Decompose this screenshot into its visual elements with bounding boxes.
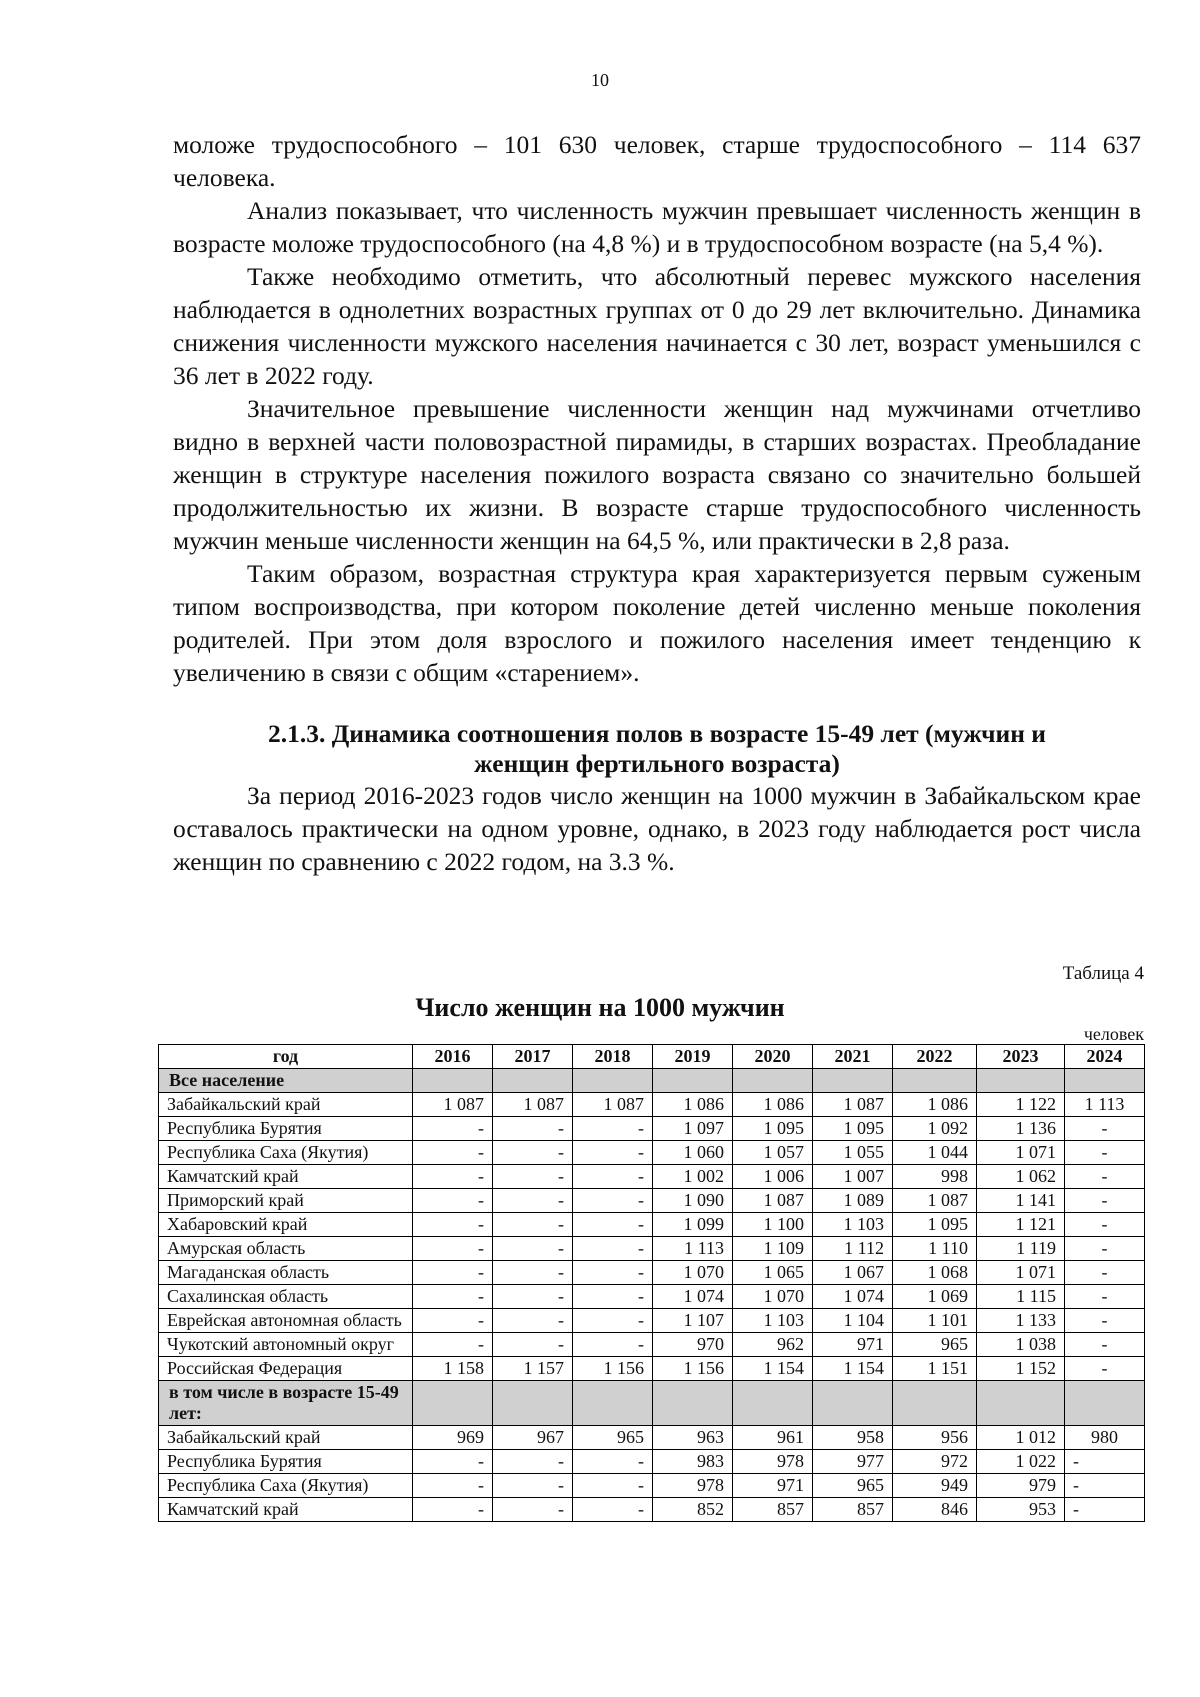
table-cell [813,1069,893,1093]
region-name: Республика Саха (Якутия) [159,1141,413,1165]
table-cell: - [1065,1474,1145,1498]
table-cell: 1 110 [893,1237,977,1261]
section-paragraph: За период 2016-2023 годов число женщин на 1000 мужчин в Забайкальском крае оставалось практически на одном уровне, однако, в 2023 году наблюдается рост числа женщин по сравнению с 2022 годом, на 3.3 %. [173,781,1141,876]
table-cell: 953 [977,1498,1065,1522]
table-cell: 965 [573,1426,653,1450]
table-cell: - [1065,1261,1145,1285]
table-cell: 1 065 [733,1261,813,1285]
table-cell: - [1065,1450,1145,1474]
table-cell: 1 133 [977,1309,1065,1333]
column-header: 2023 [977,1045,1065,1069]
body-text [173,128,1141,878]
table-cell [893,1381,977,1426]
paragraph: моложе трудоспособного – 101 630 человек, старше трудоспособного – 114 637 человека. [173,130,1141,192]
table-cell: 998 [893,1165,977,1189]
table-cell: 1 055 [813,1141,893,1165]
table-cell: - [413,1117,493,1141]
table-cell [893,1069,977,1093]
paragraph: Значительное превышение численности женщин над мужчинами отчетливо видно в верхней части половозрастной пирамиды, в старших возрастах. Преобладание женщин в структуре населения пожилого возраста связано со значительно большей продолжительностью их жизни. В возрасте старше трудоспособного численность мужчин меньше численности женщин на 64,5 %, или практически в 2,8 раза. [173,394,1141,555]
table-cell: 963 [653,1426,733,1450]
table-cell: 1 136 [977,1117,1065,1141]
table-cell: 1 002 [653,1165,733,1189]
table-cell: - [493,1189,573,1213]
table-cell: 1 062 [977,1165,1065,1189]
table-cell: 1 095 [733,1117,813,1141]
table-cell: - [573,1141,653,1165]
table-cell: 1 100 [733,1213,813,1237]
table-cell: - [493,1117,573,1141]
table-cell [653,1381,733,1426]
table-cell: - [573,1498,653,1522]
region-name: Амурская область [159,1237,413,1261]
table-cell: - [573,1261,653,1285]
table-cell: - [413,1498,493,1522]
table-cell: - [493,1285,573,1309]
table-cell [573,1381,653,1426]
table-cell: - [493,1165,573,1189]
table-cell: 961 [733,1426,813,1450]
table-cell [1065,1069,1145,1093]
table-cell: - [493,1213,573,1237]
table-cell: 1 152 [977,1357,1065,1381]
table-cell: - [493,1474,573,1498]
section-title [173,719,1141,779]
table-cell: - [493,1237,573,1261]
table-cell [1065,1381,1145,1426]
table-cell: 1 099 [653,1213,733,1237]
table-cell: 1 090 [653,1189,733,1213]
region-name: Приморский край [159,1189,413,1213]
table-cell: 1 022 [977,1450,1065,1474]
table-cell: 1 158 [413,1357,493,1381]
page-number: 10 [591,70,609,90]
table-cell: 1 115 [977,1285,1065,1309]
table-cell: 971 [813,1333,893,1357]
table-cell: - [413,1213,493,1237]
table-cell: 1 006 [733,1165,813,1189]
column-header: 2020 [733,1045,813,1069]
table-cell [493,1069,573,1093]
section-title-line: женщин фертильного возраста) [474,749,840,778]
table-cell: 1 095 [893,1213,977,1237]
table-cell: - [573,1450,653,1474]
table-cell: 1 107 [653,1309,733,1333]
table-cell: - [573,1117,653,1141]
table-cell: - [413,1189,493,1213]
table-cell: - [573,1333,653,1357]
table-section-row [159,1381,1145,1426]
table-cell: 1 086 [653,1093,733,1117]
table-cell [493,1381,573,1426]
table-cell: 1 074 [813,1285,893,1309]
table-cell: - [413,1474,493,1498]
table-cell: 1 092 [893,1117,977,1141]
table-cell [977,1381,1065,1426]
table-row [159,1165,1145,1189]
table-cell: - [573,1213,653,1237]
column-header: 2016 [413,1045,493,1069]
table-cell: 857 [733,1498,813,1522]
table-cell: 1 104 [813,1309,893,1333]
table-cell: - [493,1261,573,1285]
region-name: Республика Бурятия [159,1117,413,1141]
table-cell: 1 069 [893,1285,977,1309]
table-cell: - [1065,1213,1145,1237]
table-cell: 1 154 [733,1357,813,1381]
table-cell: - [573,1309,653,1333]
table-cell: - [1065,1165,1145,1189]
column-header: 2017 [493,1045,573,1069]
table-cell: 978 [733,1450,813,1474]
table-cell: 1 103 [733,1309,813,1333]
table-cell: 1 121 [977,1213,1065,1237]
section-label: Все население [159,1069,413,1093]
table-cell: 1 141 [977,1189,1065,1213]
table-row [159,1357,1145,1381]
paragraph: Таким образом, возрастная структура края характеризуется первым суженым типом воспроизводства, при котором поколение детей численно меньше поколения родителей. При этом доля взрослого и пожилого населения имеет тенденцию к увеличению в связи с общим «старением». [173,559,1141,687]
table-cell: 980 [1065,1426,1145,1450]
region-name: Камчатский край [159,1498,413,1522]
table-row [159,1093,1145,1117]
table-cell: 1 070 [653,1261,733,1285]
table-cell: 972 [893,1450,977,1474]
table-cell: 949 [893,1474,977,1498]
table-cell [653,1069,733,1093]
region-name: Магаданская область [159,1261,413,1285]
table-cell: 1 156 [653,1357,733,1381]
table-cell: - [493,1309,573,1333]
table-cell: 1 057 [733,1141,813,1165]
table-cell: 1 113 [1065,1093,1145,1117]
table-label: Таблица 4 [1062,963,1144,984]
table-cell [413,1069,493,1093]
column-header: 2022 [893,1045,977,1069]
table-cell: 1 156 [573,1357,653,1381]
table-cell: - [573,1189,653,1213]
table-cell: 1 086 [733,1093,813,1117]
table-cell: - [1065,1357,1145,1381]
table-cell: 1 101 [893,1309,977,1333]
table-row [159,1333,1145,1357]
women-per-1000-men-table [158,1044,1145,1522]
region-name: Чукотский автономный округ [159,1333,413,1357]
table-cell: - [1065,1309,1145,1333]
table-cell: 970 [653,1333,733,1357]
table-cell [573,1069,653,1093]
table-cell: 1 087 [893,1189,977,1213]
table-cell: - [573,1237,653,1261]
table-cell: - [573,1165,653,1189]
table-cell: 846 [893,1498,977,1522]
section-label: в том числе в возрасте 15-49 лет: [159,1381,413,1426]
table-cell: - [413,1309,493,1333]
table-cell: - [1065,1285,1145,1309]
table-cell: 1 103 [813,1213,893,1237]
table-cell: 1 071 [977,1261,1065,1285]
table-cell: 1 119 [977,1237,1065,1261]
table-cell: 1 087 [413,1093,493,1117]
table-row [159,1474,1145,1498]
region-name: Российская Федерация [159,1357,413,1381]
table-cell: - [1065,1141,1145,1165]
table-cell: 1 007 [813,1165,893,1189]
table-cell [733,1069,813,1093]
table-cell: 1 038 [977,1333,1065,1357]
table-cell: - [413,1261,493,1285]
table-cell: - [413,1237,493,1261]
paragraph: Также необходимо отметить, что абсолютный перевес мужского населения наблюдается в однолетних возрастных группах от 0 до 29 лет включительно. Динамика снижения численности мужского населения начинается с 30 лет, возраст уменьшился с 36 лет в 2022 году. [173,262,1141,390]
table-cell: - [1065,1237,1145,1261]
table-cell: 978 [653,1474,733,1498]
table-row [159,1117,1145,1141]
table-cell: 1 060 [653,1141,733,1165]
table-row [159,1498,1145,1522]
region-name: Сахалинская область [159,1285,413,1309]
table-cell: - [493,1141,573,1165]
table-cell: 1 086 [893,1093,977,1117]
table-cell: 1 044 [893,1141,977,1165]
table-row [159,1141,1145,1165]
table-cell [813,1381,893,1426]
table-cell: 1 095 [813,1117,893,1141]
table-cell: 1 012 [977,1426,1065,1450]
region-name: Еврейская автономная область [159,1309,413,1333]
section-title-line: 2.1.3. Динамика соотношения полов в возрасте 15-49 лет (мужчин и [267,719,1046,748]
table-cell: 965 [813,1474,893,1498]
table-cell: 1 087 [733,1189,813,1213]
table-cell: 967 [493,1426,573,1450]
table-cell: 971 [733,1474,813,1498]
table-cell: - [1065,1498,1145,1522]
table-cell: 1 087 [813,1093,893,1117]
table-cell: 1 157 [493,1357,573,1381]
table-cell: - [413,1165,493,1189]
table-cell: 983 [653,1450,733,1474]
region-name: Забайкальский край [159,1426,413,1450]
region-name: Хабаровский край [159,1213,413,1237]
table-row [159,1450,1145,1474]
table-cell: 1 097 [653,1117,733,1141]
table-cell: - [413,1285,493,1309]
column-header: год [159,1045,413,1069]
table-cell: 1 122 [977,1093,1065,1117]
table-cell: 1 068 [893,1261,977,1285]
table-row [159,1237,1145,1261]
table-row [159,1213,1145,1237]
table-cell [977,1069,1065,1093]
table-cell: 1 112 [813,1237,893,1261]
table-cell: 965 [893,1333,977,1357]
table-cell: 1 087 [493,1093,573,1117]
table-cell: 852 [653,1498,733,1522]
table-row [159,1426,1145,1450]
table-row [159,1285,1145,1309]
region-name: Республика Саха (Якутия) [159,1474,413,1498]
table-cell: 1 067 [813,1261,893,1285]
table-cell: - [493,1498,573,1522]
table-cell [733,1381,813,1426]
table-cell: - [1065,1189,1145,1213]
table-cell: - [493,1450,573,1474]
column-header: 2021 [813,1045,893,1069]
table-cell: 857 [813,1498,893,1522]
table-cell: - [1065,1333,1145,1357]
table-cell: 1 151 [893,1357,977,1381]
table-cell: 1 154 [813,1357,893,1381]
table-cell: - [573,1285,653,1309]
column-header: 2019 [653,1045,733,1069]
table-cell: - [1065,1117,1145,1141]
table-cell: 969 [413,1426,493,1450]
table-cell: - [573,1474,653,1498]
table-cell: 1 087 [573,1093,653,1117]
table-row [159,1261,1145,1285]
table-cell: 1 089 [813,1189,893,1213]
region-name: Забайкальский край [159,1093,413,1117]
region-name: Камчатский край [159,1165,413,1189]
table-header-row [159,1045,1145,1069]
table-section-row [159,1069,1145,1093]
table-cell: 962 [733,1333,813,1357]
paragraph: Анализ показывает, что численность мужчин превышает численность женщин в возрасте моложе трудоспособного (на 4,8 %) и в трудоспособном возрасте (на 5,4 %). [173,196,1141,258]
table-cell: - [413,1333,493,1357]
table-cell: 979 [977,1474,1065,1498]
table-cell: - [413,1141,493,1165]
table-title: Число женщин на 1000 мужчин [415,993,785,1022]
table-cell: 1 071 [977,1141,1065,1165]
table-cell: 1 113 [653,1237,733,1261]
table-units: человек [1083,1024,1144,1044]
column-header: 2024 [1065,1045,1145,1069]
column-header: 2018 [573,1045,653,1069]
table-cell: 977 [813,1450,893,1474]
table-cell: 956 [893,1426,977,1450]
table-row [159,1309,1145,1333]
table-row [159,1189,1145,1213]
table-cell [413,1381,493,1426]
table-cell: 1 074 [653,1285,733,1309]
region-name: Республика Бурятия [159,1450,413,1474]
table-cell: 958 [813,1426,893,1450]
table-cell: 1 070 [733,1285,813,1309]
table-cell: 1 109 [733,1237,813,1261]
table-cell: - [493,1333,573,1357]
table-cell: - [413,1450,493,1474]
